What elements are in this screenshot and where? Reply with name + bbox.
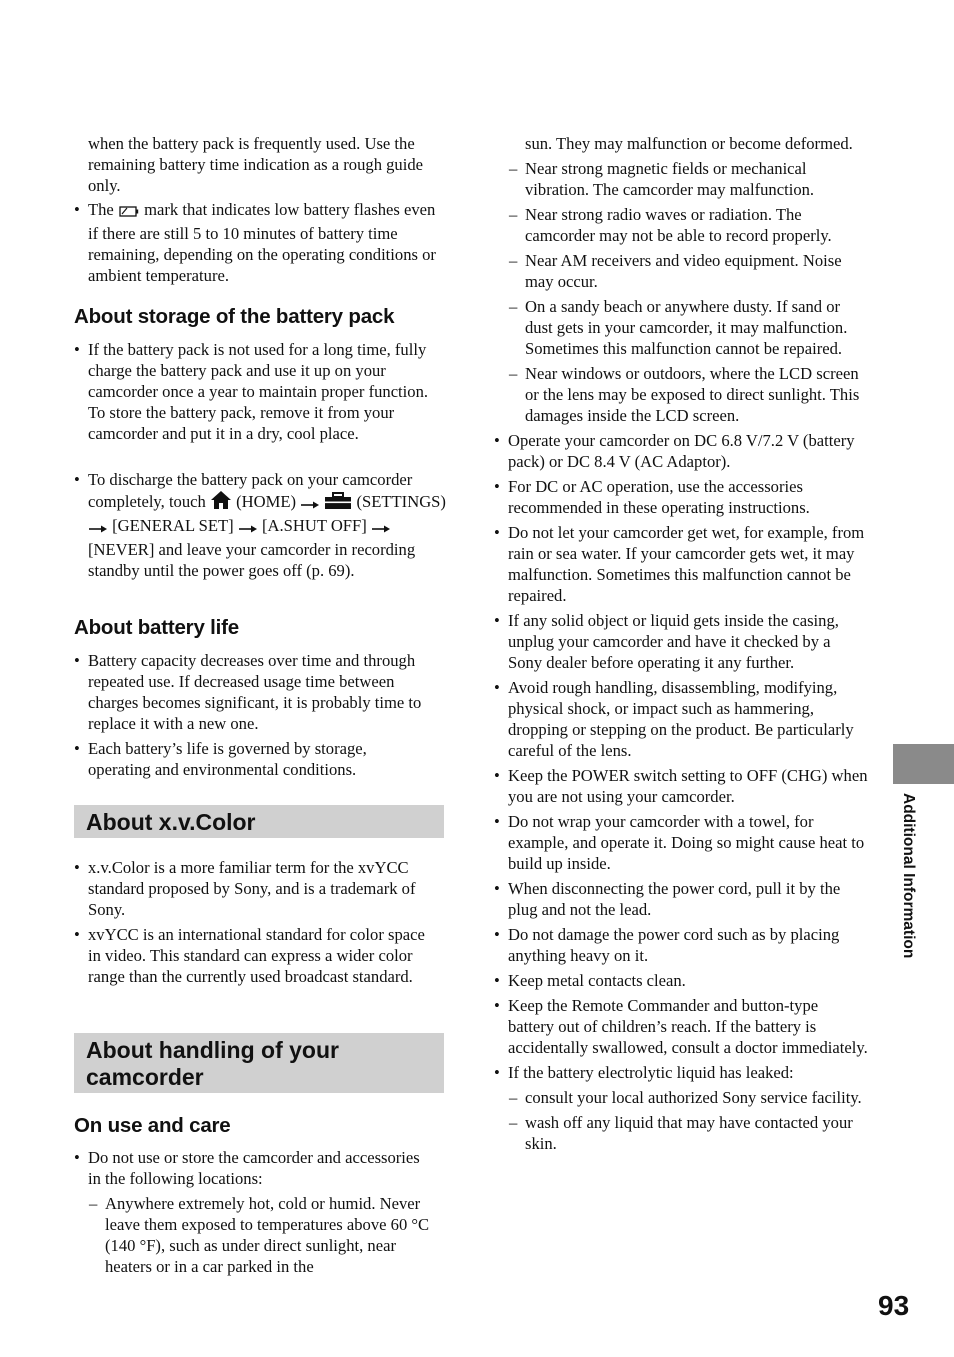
list-item: • When disconnecting the power cord, pull it by the plug and not the lead.: [494, 878, 868, 920]
list-item: • xvYCC is an international standard for color space in video. This standard can express a wider color range than the currently used broadcast standard.: [74, 924, 432, 987]
side-section-label: Additional Information: [900, 793, 917, 959]
settings-toolbox-icon: [324, 492, 352, 515]
heading-use-and-care: On use and care: [74, 1114, 231, 1137]
arrow-right-icon: [88, 518, 108, 539]
arrow-right-icon: [238, 518, 258, 539]
dash-item: – Near AM receivers and video equipment. Noise may occur.: [494, 250, 868, 292]
general-set-label: [GENERAL SET]: [112, 516, 234, 535]
list-item: • Battery capacity decreases over time and through repeated use. If decreased usage time between charges becomes significant, it is probably time to replace it with a new one.: [74, 650, 432, 734]
list-item: • x.v.Color is a more familiar term for the xvYCC standard proposed by Sony, and is a trademark of Sony.: [74, 857, 432, 920]
list-item: • Keep the Remote Commander and button-type battery out of children’s reach. If the battery is accidentally swallowed, consult a doctor immediately.: [494, 995, 868, 1058]
battery-life-list: [74, 650, 432, 784]
side-section-tab: [893, 744, 954, 784]
list-item: • Do not use or store the camcorder and accessories in the following locations:: [74, 1147, 432, 1189]
arrow-right-icon: [371, 518, 391, 539]
section-heading-xvcolor: About x.v.Color: [74, 805, 444, 838]
list-item: • If the battery electrolytic liquid has leaked:: [494, 1062, 868, 1083]
settings-label: (SETTINGS): [356, 492, 446, 511]
dash-item: – Near windows or outdoors, where the LCD screen or the lens may be exposed to direct sunlight. This damages inside the LCD screen.: [494, 363, 868, 426]
list-item: • Avoid rough handling, disassembling, modifying, physical shock, or impact such as hammering, dropping or stepping on the product. Be particularly careful of the lens.: [494, 677, 868, 761]
low-battery-bullet-after: mark that indicates low battery flashes even if there are still 5 to 10 minutes of battery time remaining, depending on the operating conditions or ambient temperature.: [88, 200, 436, 285]
low-battery-bullet: [74, 199, 446, 286]
right-column-flow: [494, 133, 868, 1158]
low-battery-icon: [118, 202, 140, 223]
list-item: • Each battery’s life is governed by storage, operating and environmental conditions.: [74, 738, 432, 780]
never-label: [NEVER] and leave your camcorder in recording standby until the power goes off (p. 69).: [88, 540, 416, 580]
discharge-text-start: To discharge the battery pack on your camcorder completely, touch: [88, 470, 413, 511]
list-item: • If any solid object or liquid gets inside the casing, unplug your camcorder and have it checked by a Sony dealer before operating it any further.: [494, 610, 868, 673]
dash-item: – Near strong magnetic fields or mechanical vibration. The camcorder may malfunction.: [494, 158, 868, 200]
list-item: • Operate your camcorder on DC 6.8 V/7.2 V (battery pack) or DC 8.4 V (AC Adaptor).: [494, 430, 868, 472]
dash-item: – wash off any liquid that may have contacted your skin.: [494, 1112, 868, 1154]
list-item: • Keep metal contacts clean.: [494, 970, 868, 991]
low-battery-bullet-before: The: [88, 200, 114, 219]
battery-intro-continuation: when the battery pack is frequently used. Use the remaining battery time indication as a rough guide only.: [88, 134, 424, 195]
dash-item: – Anywhere extremely hot, cold or humid. Never leave them exposed to temperatures above 60 °C (140 °F), such as under direct sunlight, near heaters or in a car parked in the: [74, 1193, 446, 1277]
list-item: • Do not let your camcorder get wet, for example, from rain or sea water. If your camcorder gets wet, it may malfunction. Sometimes this malfunction cannot be repaired.: [494, 522, 868, 606]
discharge-bullet: [74, 469, 446, 581]
home-icon: [210, 490, 232, 515]
storage-bullet: • If the battery pack is not used for a long time, fully charge the battery pack and use it up on your camcorder once a year to maintain proper function. To store the battery pack, remove it from your camcorder and put it in a dry, cool place.: [74, 339, 446, 444]
arrow-right-icon: [300, 494, 320, 515]
dash-item: – consult your local authorized Sony service facility.: [494, 1087, 868, 1108]
list-item: • For DC or AC operation, use the accessories recommended in these operating instructions.: [494, 476, 868, 518]
page-number: 93: [878, 1290, 910, 1321]
heading-battery-life: About battery life: [74, 616, 239, 639]
dash-item: – On a sandy beach or anywhere dusty. If sand or dust gets in your camcorder, it may malfunction. Sometimes this malfunction cannot be repaired.: [494, 296, 868, 359]
list-item: • Do not wrap your camcorder with a towel, for example, and operate it. Doing so might cause heat to build up inside.: [494, 811, 868, 874]
use-care-list: [74, 1147, 432, 1281]
xvcolor-list: [74, 857, 432, 991]
dash-item: – Near strong radio waves or radiation. The camcorder may not be able to record properly.: [494, 204, 868, 246]
list-item: • Keep the POWER switch setting to OFF (CHG) when you are not using your camcorder.: [494, 765, 868, 807]
list-item: • Do not damage the power cord such as by placing anything heavy on it.: [494, 924, 868, 966]
dash-continuation: sun. They may malfunction or become deformed.: [525, 134, 853, 153]
heading-battery-storage: About storage of the battery pack: [74, 305, 395, 328]
section-heading-handling: About handling of your camcorder: [74, 1033, 444, 1093]
home-label: (HOME): [236, 492, 297, 511]
shut-off-label: [A.SHUT OFF]: [261, 516, 367, 535]
